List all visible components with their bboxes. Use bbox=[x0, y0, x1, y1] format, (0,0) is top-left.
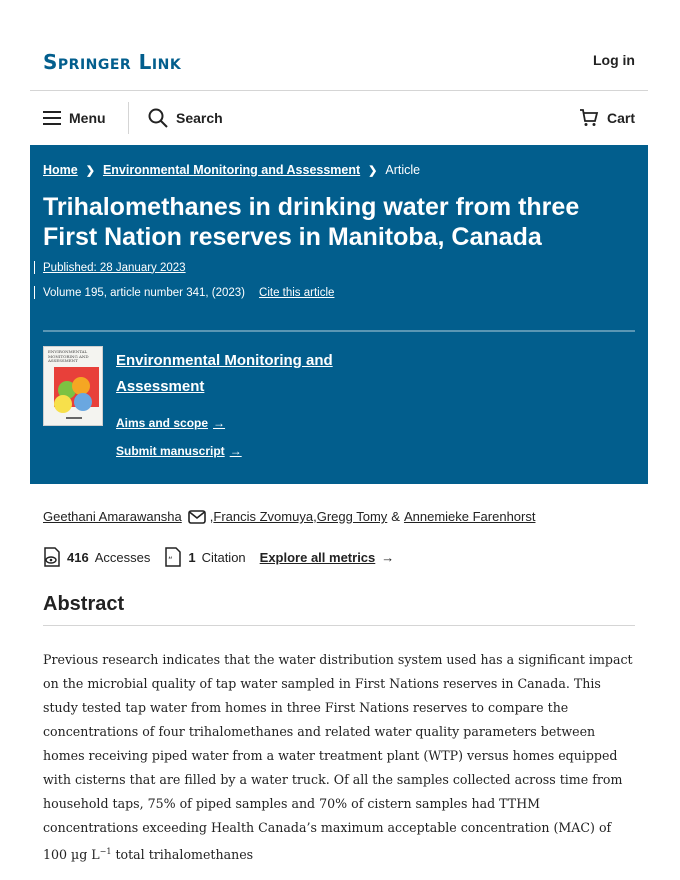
main-nav bbox=[30, 92, 648, 144]
arrow-right-icon: → bbox=[229, 444, 242, 458]
svg-text:“: “ bbox=[168, 556, 174, 566]
article-hero bbox=[30, 145, 648, 484]
search-button[interactable] bbox=[148, 92, 223, 144]
top-header bbox=[30, 30, 648, 91]
article-metrics bbox=[43, 545, 408, 569]
citation-metric bbox=[164, 547, 245, 567]
meta-bar bbox=[34, 286, 35, 299]
author-ampersand: & bbox=[391, 509, 400, 524]
cover-title-text: ENVIRONMENTAL MONITORING AND ASSESSMENT bbox=[48, 349, 89, 363]
chevron-right-icon: ❯ bbox=[368, 164, 378, 177]
cart-label: Cart bbox=[606, 110, 635, 126]
springer-link-logo[interactable]: Springer Link bbox=[43, 50, 182, 74]
arrow-right-icon: → bbox=[381, 549, 395, 565]
published-date bbox=[34, 261, 186, 274]
journal-name-link[interactable]: Environmental Monitoring and Assessment bbox=[116, 352, 333, 395]
aims-and-scope-link[interactable] bbox=[116, 416, 225, 430]
chevron-right-icon: ❯ bbox=[85, 164, 95, 177]
abstract-body: Previous research indicates that the water distribution system used has a significant impact on the microbial quality of tap water sampled in First Nations reserves in Canada. This study tested tap water from homes in three First Nations reserves to compare the concentrations of four trihalomethanes and related water quality parameters between homes receiving piped water from a water treatment plant (WTP) versus homes equipped with cisterns that are filled by a water truck. Of all the samples collected across time from household taps, 75% of piped samples and 70% of cistern samples had TTHM concentrations exceeding Health Canada’s maximum acceptable concentration (MAC) of 100 µg L bbox=[43, 652, 633, 863]
volume-text: Volume 195, article number 341, (2023) bbox=[43, 286, 246, 299]
submit-label: Submit manuscript bbox=[116, 444, 225, 458]
cover-circle-blue bbox=[74, 393, 92, 411]
author-link[interactable]: Francis Zvomuya bbox=[213, 509, 314, 524]
menu-button[interactable] bbox=[43, 92, 106, 144]
abstract-heading: Abstract bbox=[43, 593, 125, 615]
submit-manuscript-link[interactable] bbox=[116, 444, 242, 458]
arrow-right-icon: → bbox=[213, 416, 226, 430]
citation-icon bbox=[164, 547, 182, 567]
abstract-superscript: −1 bbox=[99, 847, 112, 856]
breadcrumb-home[interactable]: Home bbox=[43, 163, 78, 177]
author-separator: , bbox=[313, 509, 317, 524]
cite-this-article-link[interactable]: Cite this article bbox=[259, 286, 335, 299]
accesses-icon bbox=[43, 547, 61, 567]
mail-icon[interactable] bbox=[188, 510, 206, 524]
accesses-count: 416 bbox=[67, 549, 89, 565]
breadcrumb bbox=[43, 163, 420, 177]
meta-bar bbox=[34, 261, 35, 274]
journal-cover-image[interactable] bbox=[43, 346, 103, 426]
author-link[interactable]: Gregg Tomy bbox=[316, 509, 388, 524]
hamburger-icon bbox=[43, 111, 61, 125]
accesses-metric bbox=[43, 547, 150, 567]
explore-metrics-label: Explore all metrics bbox=[259, 549, 376, 565]
aims-label: Aims and scope bbox=[116, 416, 209, 430]
cart-button[interactable] bbox=[579, 92, 635, 144]
explore-metrics-link[interactable] bbox=[260, 550, 395, 565]
breadcrumb-journal[interactable]: Environmental Monitoring and Assessment bbox=[102, 163, 361, 177]
author-link[interactable]: Annemieke Farenhorst bbox=[403, 509, 536, 524]
published-date-text[interactable]: Published: 28 January 2023 bbox=[43, 261, 186, 274]
article-title: Trihalomethanes in drinking water from three First Nation reserves in Manitoba, Canada bbox=[43, 193, 580, 251]
accesses-label: Accesses bbox=[94, 549, 151, 565]
search-label: Search bbox=[176, 110, 223, 126]
cart-icon bbox=[579, 109, 599, 127]
citation-count: 1 bbox=[188, 549, 196, 565]
volume-info bbox=[34, 286, 334, 299]
breadcrumb-current: Article bbox=[385, 163, 421, 177]
cover-publisher-mark bbox=[66, 417, 82, 419]
menu-label: Menu bbox=[69, 110, 106, 126]
cover-circle-yellow bbox=[54, 395, 72, 413]
abstract-text bbox=[43, 648, 637, 867]
author-separator: , bbox=[209, 509, 214, 524]
author-link[interactable]: Geethani Amarawansha bbox=[43, 509, 182, 524]
abstract-divider bbox=[43, 625, 635, 626]
author-list bbox=[43, 509, 535, 524]
citation-label: Citation bbox=[201, 549, 246, 565]
search-icon bbox=[148, 108, 168, 128]
log-in-link[interactable]: Log in bbox=[593, 52, 635, 68]
hero-divider bbox=[43, 330, 635, 332]
nav-divider bbox=[128, 102, 129, 134]
abstract-body-tail: total trihalomethanes bbox=[111, 847, 254, 863]
